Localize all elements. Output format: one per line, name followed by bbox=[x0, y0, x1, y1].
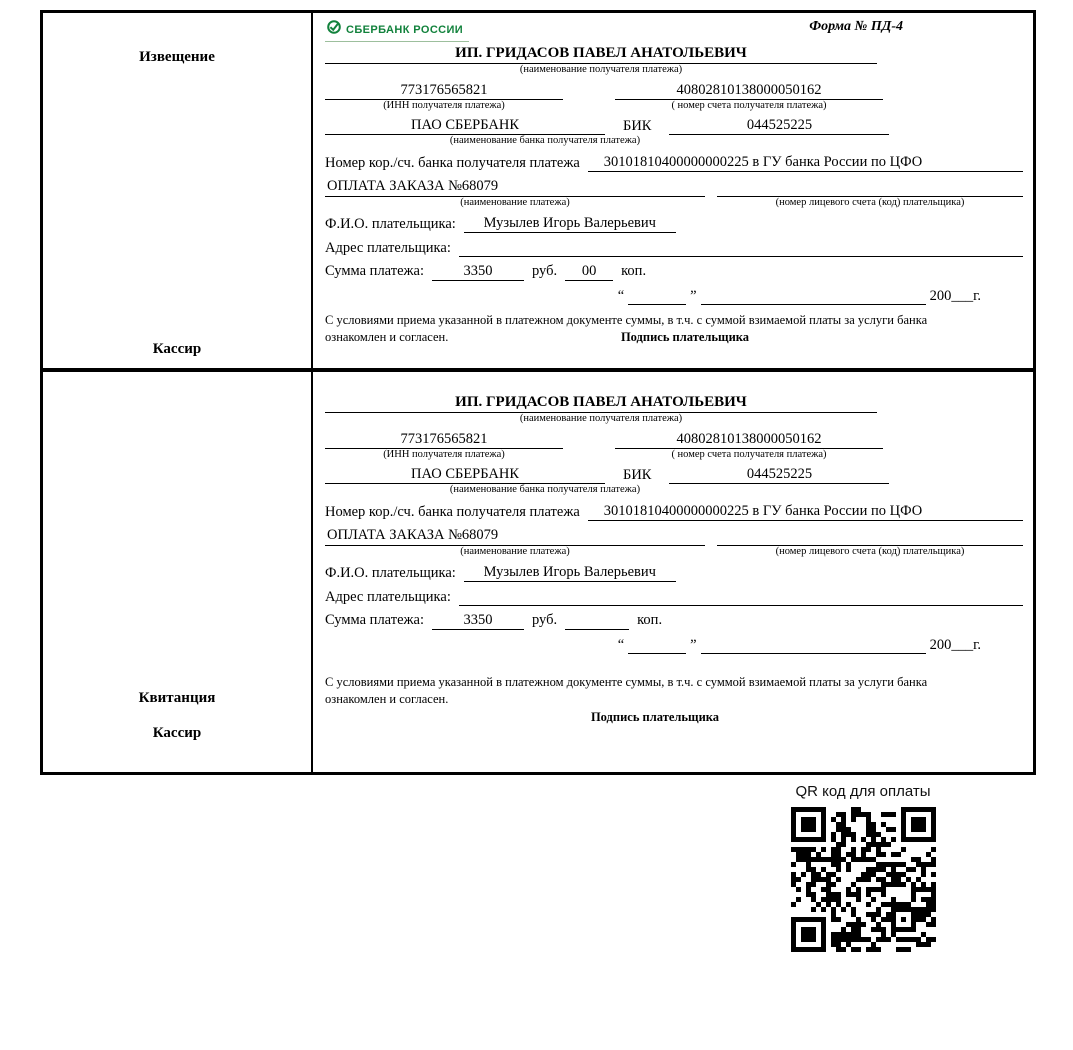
payer-name-value: Музылев Игорь Валерьевич bbox=[464, 215, 676, 233]
sberbank-logo-text: СБЕРБАНК РОССИИ bbox=[346, 23, 464, 36]
receipt-label: Квитанция bbox=[138, 690, 216, 706]
bank-caption: (наименование банка получателя платежа) bbox=[449, 484, 641, 496]
signature-label: Подпись плательщика bbox=[620, 329, 750, 344]
amount-kop-value bbox=[565, 612, 629, 630]
corr-label: Номер кор./сч. банка получателя платежа bbox=[325, 154, 580, 171]
year-blank: 200___г. bbox=[929, 637, 981, 654]
corr-value: 30101810400000000225 в ГУ банка России по ЦФО bbox=[588, 154, 1023, 172]
payment-name-label: ОПЛАТА ЗАКАЗА № bbox=[327, 526, 462, 543]
sberbank-logo-icon bbox=[327, 20, 341, 39]
payer-name-row bbox=[325, 564, 1023, 582]
date-day-blank bbox=[628, 287, 686, 305]
rub-label: руб. bbox=[532, 612, 558, 629]
amount-label: Сумма платежа: bbox=[325, 263, 424, 280]
payee-caption: (наименование получателя платежа) bbox=[519, 64, 683, 75]
bank-name-value: ПАО СБЕРБАНК bbox=[325, 117, 605, 135]
payment-name bbox=[325, 527, 705, 546]
corr-account-row bbox=[325, 154, 1023, 172]
payee-name: ИП. ГРИДАСОВ ПАВЕЛ АНАТОЛЬЕВИЧ bbox=[325, 45, 877, 64]
date-day-blank bbox=[628, 636, 686, 654]
payment-captions bbox=[325, 546, 1023, 559]
account-caption: ( номер счета получателя платежа) bbox=[671, 448, 827, 460]
bank-row bbox=[325, 466, 1023, 484]
order-number: 68079 bbox=[461, 526, 499, 543]
bik-value: 044525225 bbox=[669, 117, 889, 135]
address-label: Адрес плательщика: bbox=[325, 240, 451, 257]
payer-label: Ф.И.О. плательщика: bbox=[325, 565, 456, 582]
payer-name-value: Музылев Игорь Валерьевич bbox=[464, 564, 676, 582]
amount-rub-value: 3350 bbox=[432, 612, 524, 630]
bik-label: БИК bbox=[623, 467, 652, 484]
amount-label: Сумма платежа: bbox=[325, 612, 424, 629]
form-number: Форма № ПД-4 bbox=[809, 19, 903, 34]
inn-account-row bbox=[325, 82, 1023, 100]
pd4-payment-form bbox=[40, 10, 1036, 775]
payment-caption: (наименование платежа) bbox=[460, 545, 570, 557]
terms-text: С условиями приема указанной в платежном документе суммы, в т.ч. с суммой взимаемой платы за услуги банка ознакомлен и согласен. bbox=[325, 675, 928, 706]
address-blank-line bbox=[459, 588, 1023, 606]
inn-account-row bbox=[325, 431, 1023, 449]
inn-caption: (ИНН получателя платежа) bbox=[383, 448, 505, 460]
year-blank: 200___г. bbox=[929, 288, 981, 305]
amount-kop-value: 00 bbox=[565, 263, 613, 281]
terms-block bbox=[325, 674, 1023, 725]
date-month-blank bbox=[701, 287, 926, 305]
inn-account-captions bbox=[325, 449, 1023, 462]
notice-label: Извещение bbox=[139, 49, 215, 65]
quote-close: ” bbox=[690, 288, 697, 305]
quote-open: “ bbox=[617, 637, 625, 654]
bik-value: 044525225 bbox=[669, 466, 889, 484]
payer-address-row bbox=[325, 588, 1023, 606]
order-number: 68079 bbox=[461, 177, 499, 194]
personal-account-blank-line bbox=[717, 528, 1023, 546]
account-value: 40802810138000050162 bbox=[615, 431, 883, 449]
quote-close: ” bbox=[690, 637, 697, 654]
terms-block bbox=[325, 312, 1023, 345]
corr-value: 30101810400000000225 в ГУ банка России по ЦФО bbox=[588, 503, 1023, 521]
bik-label: БИК bbox=[623, 118, 652, 135]
payee-caption: (наименование получателя платежа) bbox=[519, 413, 683, 424]
amount-row bbox=[325, 263, 1023, 281]
receipt-form-body bbox=[313, 372, 1033, 772]
corr-label: Номер кор./сч. банка получателя платежа bbox=[325, 503, 580, 520]
payment-caption: (наименование платежа) bbox=[460, 196, 570, 208]
notice-left-column bbox=[43, 13, 313, 368]
quote-open: “ bbox=[617, 288, 625, 305]
notice-form-body bbox=[313, 13, 1033, 368]
account-caption: ( номер счета получателя платежа) bbox=[671, 99, 827, 111]
notice-section bbox=[43, 13, 1033, 372]
address-label: Адрес плательщика: bbox=[325, 589, 451, 606]
payer-label: Ф.И.О. плательщика: bbox=[325, 216, 456, 233]
inn-caption: (ИНН получателя платежа) bbox=[383, 99, 505, 111]
personal-account-blank-line bbox=[717, 179, 1023, 197]
account-value: 40802810138000050162 bbox=[615, 82, 883, 100]
qr-area bbox=[788, 783, 938, 952]
amount-rub-value: 3350 bbox=[432, 263, 524, 281]
rub-label: руб. bbox=[532, 263, 558, 280]
address-blank-line bbox=[459, 239, 1023, 257]
date-row bbox=[325, 636, 1023, 654]
inn-value: 773176565821 bbox=[325, 431, 563, 449]
qr-code-image bbox=[791, 807, 936, 952]
receipt-section bbox=[43, 372, 1033, 772]
date-row bbox=[325, 287, 1023, 305]
payer-name-row bbox=[325, 215, 1023, 233]
payment-name bbox=[325, 178, 705, 197]
payer-address-row bbox=[325, 239, 1023, 257]
bank-caption: (наименование банка получателя платежа) bbox=[449, 135, 641, 147]
corr-account-row bbox=[325, 503, 1023, 521]
terms-text: С условиями приема указанной в платежном документе суммы, в т.ч. с суммой взимаемой платы за услуги банка ознакомлен и согласен. bbox=[325, 313, 928, 344]
personal-account-caption: (номер лицевого счета (код) плательщика) bbox=[775, 545, 965, 557]
payee-name: ИП. ГРИДАСОВ ПАВЕЛ АНАТОЛЬЕВИЧ bbox=[325, 394, 877, 413]
amount-row bbox=[325, 612, 1023, 630]
payment-captions bbox=[325, 197, 1023, 210]
qr-caption: QR код для оплаты bbox=[795, 783, 931, 800]
payment-name-label: ОПЛАТА ЗАКАЗА № bbox=[327, 177, 462, 194]
sberbank-logo bbox=[325, 19, 469, 42]
payment-name-row bbox=[325, 527, 1023, 546]
personal-account-caption: (номер лицевого счета (код) плательщика) bbox=[775, 196, 965, 208]
cashier-label: Кассир bbox=[152, 725, 202, 741]
kop-label: коп. bbox=[637, 612, 663, 629]
date-month-blank bbox=[701, 636, 926, 654]
receipt-left-column bbox=[43, 372, 313, 772]
inn-account-captions bbox=[325, 100, 1023, 113]
kop-label: коп. bbox=[621, 263, 647, 280]
payment-name-row bbox=[325, 178, 1023, 197]
notice-header-row bbox=[325, 19, 1023, 43]
signature-label: Подпись плательщика bbox=[590, 709, 720, 724]
inn-value: 773176565821 bbox=[325, 82, 563, 100]
cashier-label: Кассир bbox=[152, 341, 202, 357]
bank-row bbox=[325, 117, 1023, 135]
bank-name-value: ПАО СБЕРБАНК bbox=[325, 466, 605, 484]
